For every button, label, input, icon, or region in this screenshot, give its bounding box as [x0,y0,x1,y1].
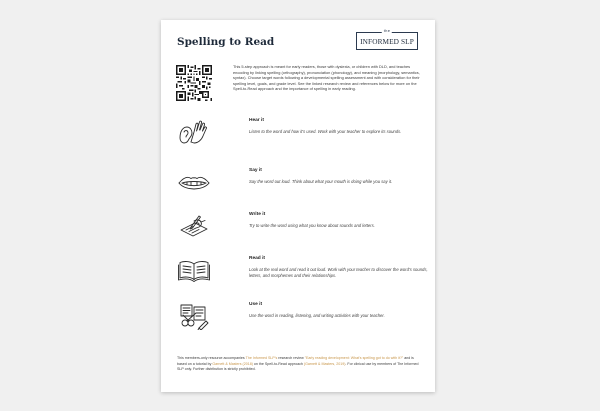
logo-main-text: INFORMED SLP [360,36,414,46]
step-description: Use the word in reading, listening, and writing activities with your teacher. [249,313,385,318]
step-title: Use it [249,302,263,307]
open-book-icon [177,256,211,284]
informed-slp-link[interactable]: The Informed SLP's [245,356,278,360]
footer-text: . For clinical use by members of The Informed SLP only. Further distribution is strictly prohibited. [177,361,419,372]
step-title: Hear it [249,118,264,123]
approach-citation-link[interactable]: (Garnett & Masters, 2019) [303,361,346,366]
tutorial-citation-link[interactable]: Garnett & Masters (2018) [212,361,253,366]
informed-slp-logo [356,28,418,50]
step-description: Look at the real word and read it out loud. Work with your teacher to discover the word's sounds, letters, and morphemes and their relationships. [249,267,428,278]
logo-the-text: the [383,28,391,33]
step-title: Write it [249,212,266,217]
research-review-link[interactable]: "Early reading development: What's spelling got to do with it?" [304,356,404,360]
intro-paragraph: This 5-step approach is meant for early readers, those with dyslexia, or children with DLD, and teaches encoding by linking spelling (orthography), pronunciation (phonology), and meaning (morphology, semantics, syntax). Choose target words following a developmental spelling assessment and with consideration for their spelling level, goals, and grade level. See the linked research review and references below for more on the Spell-to-Read approach and the importance of spelling in early reading. [233,64,420,91]
lips-icon [177,168,211,196]
step-title: Read it [249,256,265,261]
step-description: Listen to the word and how it's used. Work with your teacher to explore its sounds. [249,129,402,134]
footer-text: research review [277,356,305,360]
step-description: Say the word out loud. Think about what your mouth is doing while you say it. [249,179,393,184]
footer-note [177,356,421,373]
footer-text: on the Spell-to-Read approach [252,361,304,366]
document-page [161,20,435,392]
qr-code-icon[interactable] [176,65,212,101]
hand-ear-icon [177,118,211,146]
writing-tools-icon [177,302,211,330]
page-title: Spelling to Read [177,36,275,48]
footer-text: and is based on a tutorial by [177,356,414,366]
hand-writing-icon [177,212,211,240]
footer-text: This members-only resource accompanies [177,356,246,360]
step-description: Try to write the word using what you know about sounds and letters. [249,223,375,228]
step-title: Say it [249,168,262,173]
